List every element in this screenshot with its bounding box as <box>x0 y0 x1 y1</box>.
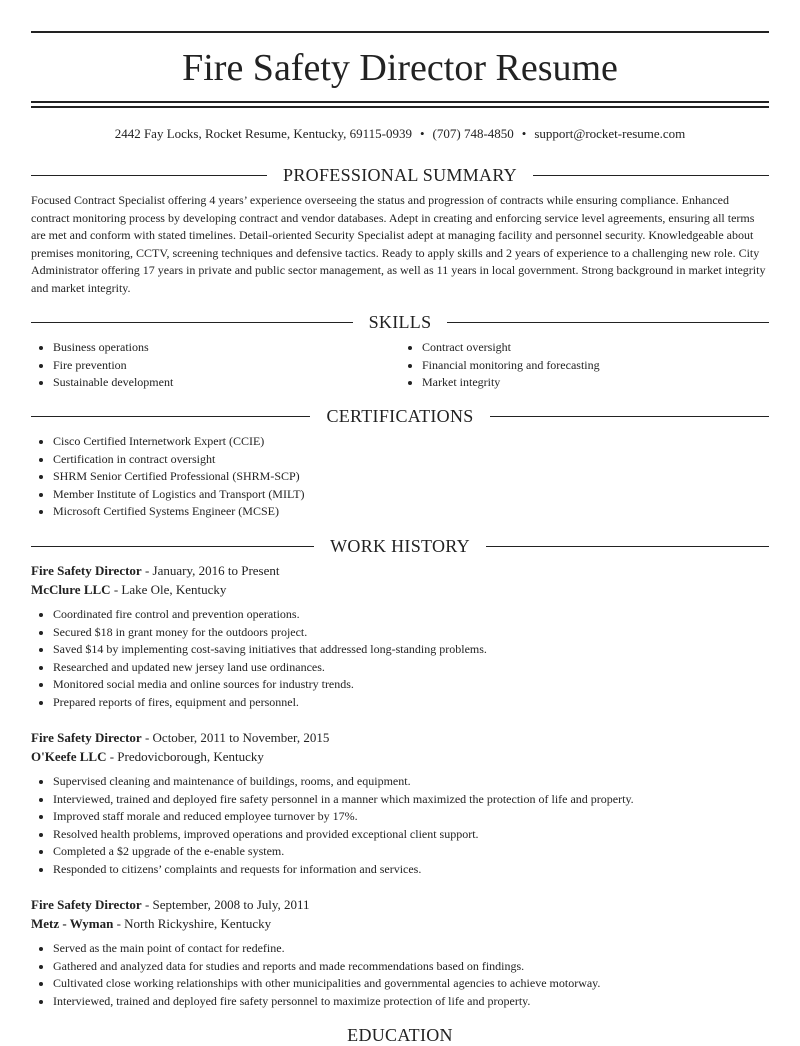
heading-text: EDUCATION <box>347 1025 453 1045</box>
list-item: • Financial monitoring and forecasting <box>422 357 769 375</box>
contact-line <box>31 125 769 142</box>
title-rule <box>31 101 769 103</box>
job-bullets <box>31 940 769 1010</box>
company: McClure LLC <box>31 581 111 597</box>
list-item: • Resolved health problems, improved operations and provided exceptional client support. <box>53 826 769 844</box>
list-item: • Supervised cleaning and maintenance of buildings, rooms, and equipment. <box>53 773 769 791</box>
list-item: • Microsoft Certified Systems Engineer (MCSE) <box>53 503 769 521</box>
section-heading-summary <box>31 164 769 186</box>
job-title: Fire Safety Director <box>31 897 142 912</box>
company-line <box>31 915 769 934</box>
list-item: • Business operations <box>53 339 400 357</box>
list-item: • Gathered and analyzed data for studies and reports and made recommendations based on findings. <box>53 958 769 976</box>
job-bullets <box>31 773 769 879</box>
section-heading-certifications <box>31 405 769 427</box>
list-item: • Prepared reports of fires, equipment and personnel. <box>53 694 769 712</box>
top-rule <box>31 31 769 33</box>
job-title: Fire Safety Director <box>31 730 142 745</box>
list-item: • Improved staff morale and reduced employee turnover by 17%. <box>53 808 769 826</box>
job-title-line <box>31 562 769 581</box>
list-item: • SHRM Senior Certified Professional (SHRM-SCP) <box>53 468 769 486</box>
separator: • <box>419 126 425 141</box>
list-item: • Completed a $2 upgrade of the e-enable system. <box>53 843 769 861</box>
list-item: • Cisco Certified Internetwork Expert (CCIE) <box>53 433 769 451</box>
list-item: • Fire prevention <box>53 357 400 375</box>
resume-title: Fire Safety Director Resume <box>182 47 618 89</box>
list-item: • Served as the main point of contact for redefine. <box>53 940 769 958</box>
job-dates: - January, 2016 to Present <box>141 563 280 578</box>
summary-text: Focused Contract Specialist offering 4 years’ experience overseeing the status and progression of contracts while ensuring compliance. Enhanced contract monitoring process by developing contract and vendor databases. Adept in creating and enforcing service level agreements, ensuring all terms are met and conform with stated timelines. Detail-oriented Security Specialist adept at managing facility and personnel security. Knowledgeable about premises monitoring, CCTV, screening techniques and defensive tactics. Ready to apply skills and 2 years of experience to a challenging new role. City Administrator offering 17 years in private and public sector management, as well as 11 years in local government. Strong background in market integrity and market integrity. <box>31 193 766 295</box>
location: - Predovicborough, Kentucky <box>106 748 264 764</box>
separator: • <box>521 126 527 141</box>
section-heading-skills <box>31 311 769 333</box>
list-item: • Secured $18 in grant money for the outdoors project. <box>53 624 769 642</box>
section-heading-education <box>31 1024 769 1046</box>
job-entry <box>31 896 769 1010</box>
location: - Lake Ole, Kentucky <box>110 581 227 597</box>
certifications-list <box>31 433 769 521</box>
company: Metz - Wyman <box>31 915 114 931</box>
job-entry <box>31 562 769 712</box>
heading-text: WORK HISTORY <box>330 536 470 556</box>
company: O'Keefe LLC <box>31 748 107 764</box>
list-item: • Saved $14 by implementing cost-saving initiatives that addressed long-standing problems. <box>53 641 769 659</box>
job-dates: - September, 2008 to July, 2011 <box>141 897 310 912</box>
heading-text: SKILLS <box>368 312 432 332</box>
heading-text: CERTIFICATIONS <box>326 406 474 426</box>
company-line <box>31 581 769 600</box>
job-title-line <box>31 896 769 915</box>
job-title-line <box>31 729 769 748</box>
title-rule <box>31 106 769 108</box>
skills-list <box>31 339 769 392</box>
list-item: • Coordinated fire control and prevention operations. <box>53 606 769 624</box>
list-item: • Cultivated close working relationships with other municipalities and governmental agencies to achieve motorway. <box>53 975 769 993</box>
list-item: • Market integrity <box>422 374 769 392</box>
phone: (707) 748-4850 <box>432 126 514 141</box>
list-item: • Sustainable development <box>53 374 400 392</box>
section-heading-work-history <box>31 535 769 557</box>
list-item: • Certification in contract oversight <box>53 451 769 469</box>
list-item: • Monitored social media and online sources for industry trends. <box>53 676 769 694</box>
heading-text: PROFESSIONAL SUMMARY <box>283 165 517 185</box>
email: support@rocket-resume.com <box>534 126 686 141</box>
list-item: • Interviewed, trained and deployed fire safety personnel to maximize protection of life and property. <box>53 993 769 1011</box>
list-item: • Member Institute of Logistics and Transport (MILT) <box>53 486 769 504</box>
list-item: • Researched and updated new jersey land use ordinances. <box>53 659 769 677</box>
job-title: Fire Safety Director <box>31 563 142 578</box>
job-bullets <box>31 606 769 712</box>
job-entry <box>31 729 769 879</box>
list-item: • Responded to citizens’ complaints and requests for information and services. <box>53 861 769 879</box>
list-item: • Interviewed, trained and deployed fire safety personnel in a manner which maximized the protection of life and property. <box>53 791 769 809</box>
list-item: • Contract oversight <box>422 339 769 357</box>
address: 2442 Fay Locks, Rocket Resume, Kentucky, 69115-0939 <box>114 126 412 141</box>
location: - North Rickyshire, Kentucky <box>113 915 272 931</box>
job-dates: - October, 2011 to November, 2015 <box>141 730 330 745</box>
company-line <box>31 748 769 767</box>
